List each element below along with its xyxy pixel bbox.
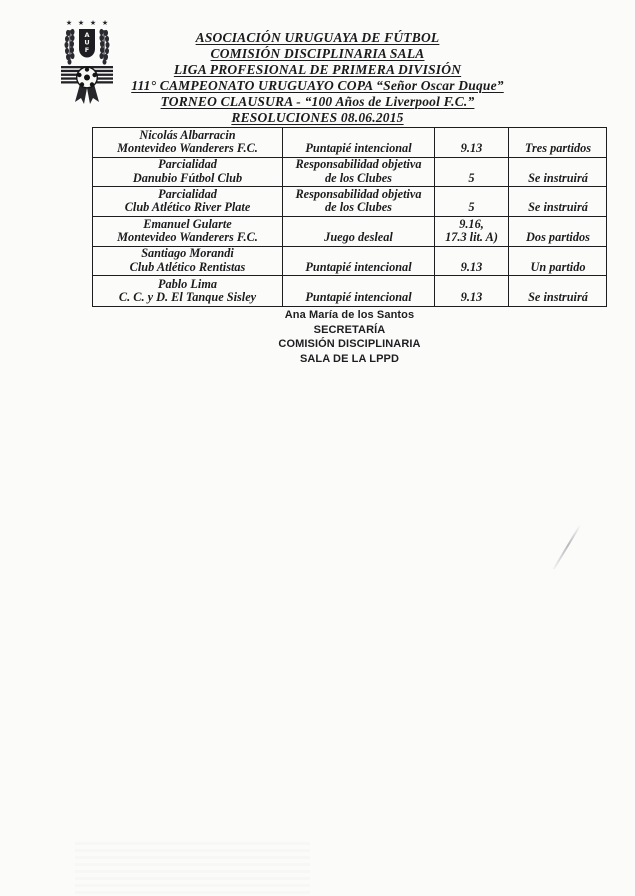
- sanction-cell: [509, 187, 607, 217]
- infraction-cell: [283, 217, 435, 247]
- infraction-line: Puntapié intencional: [305, 290, 412, 305]
- svg-text:★: ★: [89, 19, 97, 27]
- offender-club: Montevideo Wanderers F.C.: [117, 229, 258, 244]
- infraction-line: Puntapié intencional: [305, 259, 412, 274]
- offender-cell: [93, 217, 283, 247]
- article-cell: [435, 276, 509, 306]
- crest-stars-icon: [66, 19, 108, 27]
- offender-club: Club Atlético Rentistas: [129, 259, 246, 274]
- svg-text:★: ★: [101, 19, 109, 27]
- secretary-name: Ana María de los Santos: [284, 309, 415, 321]
- championship-title: 111° CAMPEONATO URUGUAYO COPA “Señor Oscar Duque”: [131, 77, 504, 93]
- sanction-text: Tres partidos: [524, 140, 592, 155]
- svg-text:★: ★: [65, 19, 73, 27]
- sanction-text: Se instruirá: [528, 200, 588, 215]
- article-line: 5: [468, 170, 475, 185]
- pen-mark-artifact: [553, 524, 581, 570]
- offender-cell: [93, 187, 283, 217]
- article-cell: [435, 247, 509, 277]
- tournament-title: TORNEO CLAUSURA - “100 Años de Liverpool F.C.”: [160, 93, 475, 109]
- infraction-cell: [283, 128, 435, 158]
- article-cell: [435, 217, 509, 247]
- infraction-line: de los Clubes: [325, 200, 392, 215]
- offender-cell: [93, 158, 283, 188]
- article-cell: [435, 158, 509, 188]
- article-line: 5: [468, 200, 475, 215]
- sanction-text: Un partido: [530, 259, 586, 274]
- sanction-text: Se instruirá: [528, 170, 588, 185]
- sanction-cell: [509, 276, 607, 306]
- scan-smudge-artifact: [75, 842, 310, 894]
- sanction-text: Se instruirá: [528, 290, 588, 305]
- offender-name: Pablo Lima: [157, 277, 218, 292]
- sanction-cell: [509, 247, 607, 277]
- commission-title: COMISIÓN DISCIPLINARIA SALA: [210, 45, 425, 61]
- resolutions-title: RESOLUCIONES 08.06.2015: [231, 109, 404, 125]
- offender-name: Nicolás Albarracin: [139, 128, 236, 142]
- org-title: ASOCIACIÓN URUGUAYA DE FÚTBOL: [195, 30, 440, 45]
- infraction-line: Juego desleal: [324, 229, 393, 244]
- sanction-text: Dos partidos: [526, 229, 590, 244]
- offender-cell: [93, 247, 283, 277]
- offender-name: Santiago Morandi: [141, 246, 234, 261]
- offender-cell: [93, 276, 283, 306]
- infraction-cell: [283, 187, 435, 217]
- infraction-line: de los Clubes: [325, 170, 392, 185]
- sanction-cell: [509, 128, 607, 158]
- sanction-cell: [509, 158, 607, 188]
- signature-commission: COMISIÓN DISCIPLINARIA: [278, 338, 421, 351]
- article-line: 9.13: [460, 290, 483, 305]
- offender-club: Club Atlético River Plate: [124, 200, 251, 215]
- offender-club: Danubio Fútbol Club: [132, 170, 243, 185]
- crest-letter: A: [84, 31, 90, 39]
- infraction-line: Puntapié intencional: [305, 140, 412, 155]
- infraction-cell: [283, 158, 435, 188]
- article-line: 9.16,: [459, 217, 484, 231]
- article-line: 9.13: [460, 259, 483, 274]
- sanction-cell: [509, 217, 607, 247]
- article-line: 17.3 lit. A): [445, 229, 498, 244]
- offender-club: C. C. y D. El Tanque Sisley: [118, 290, 257, 305]
- document-header: [0, 30, 635, 125]
- secretary-title: SECRETARÍA: [313, 323, 386, 336]
- infraction-cell: [283, 276, 435, 306]
- article-cell: [435, 187, 509, 217]
- offender-name: Parcialidad: [158, 187, 217, 201]
- infraction-line: Responsabilidad objetiva: [295, 187, 422, 201]
- signature-block: [92, 308, 607, 366]
- article-cell: [435, 128, 509, 158]
- league-title: LIGA PROFESIONAL DE PRIMERA DIVISIÓN: [173, 61, 462, 77]
- crest-letter: F: [84, 46, 90, 54]
- offender-club: Montevideo Wanderers F.C.: [117, 140, 258, 155]
- infraction-line: Responsabilidad objetiva: [295, 157, 422, 172]
- signature-chamber: SALA DE LA LPPD: [299, 352, 400, 365]
- offender-name: Parcialidad: [158, 157, 217, 172]
- sanctions-table: [92, 127, 607, 307]
- offender-name: Emanuel Gularte: [143, 217, 232, 231]
- svg-text:★: ★: [77, 19, 85, 27]
- article-line: 9.13: [460, 140, 483, 155]
- infraction-cell: [283, 247, 435, 277]
- offender-cell: [93, 128, 283, 158]
- crest-letter: U: [84, 38, 90, 47]
